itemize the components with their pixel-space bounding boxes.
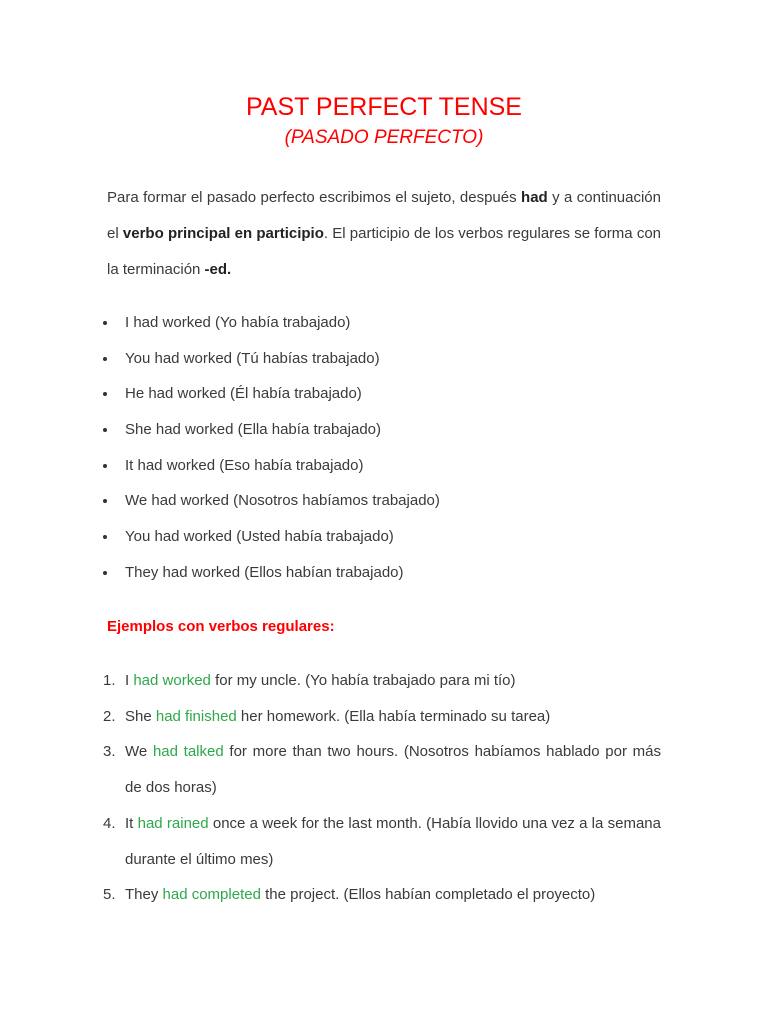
page-subtitle: (PASADO PERFECTO) [284, 127, 484, 148]
example-item [101, 699, 661, 735]
example-subject: We [125, 743, 153, 761]
intro-text-3: . El participio de los verbos regulares se forma con la terminación [107, 225, 662, 278]
example-number: 3. [103, 743, 116, 761]
intro-bold-ed: -ed. [204, 261, 232, 278]
example-subject: I [125, 672, 134, 689]
intro-paragraph [107, 180, 661, 288]
list-item-text: You had worked (Usted había trabajado) [125, 528, 394, 546]
list-item-text: You had worked (Tú habías trabajado) [125, 349, 380, 367]
intro-bold-had: had [521, 189, 548, 206]
example-number: 1. [103, 672, 116, 689]
example-rest: her homework. (Ella había terminado su tarea) [236, 707, 551, 725]
bullet-dot-icon [103, 464, 107, 468]
list-item [101, 341, 440, 377]
list-item [101, 305, 440, 341]
list-item [101, 376, 440, 412]
example-item [101, 734, 661, 805]
example-item [101, 806, 661, 877]
bullet-dot-icon [103, 571, 107, 575]
example-rest: once a week for the last month. (Había llovido una vez a la semana durante el último mes) [125, 814, 661, 868]
example-item [101, 877, 661, 913]
example-rest: for more than two hours. (Nosotros habíamos hablado por más de dos horas) [125, 743, 661, 797]
list-item-text: He had worked (Él había trabajado) [125, 385, 362, 403]
example-rest: for my uncle. (Yo había trabajado para mi tío) [210, 672, 516, 689]
list-item-text: She had worked (Ella había trabajado) [125, 421, 381, 439]
examples-heading: Ejemplos con verbos regulares: [107, 618, 335, 635]
bullet-dot-icon [103, 428, 107, 432]
example-rest: the project. (Ellos habían completado el proyecto) [260, 886, 596, 904]
example-number: 4. [103, 814, 116, 832]
example-verb: had rained [137, 814, 209, 832]
example-verb: had finished [155, 707, 237, 725]
intro-text-2: y a continuación el [107, 189, 661, 242]
list-item-text: I had worked (Yo había trabajado) [125, 314, 351, 331]
bullet-dot-icon [103, 321, 107, 325]
bullet-dot-icon [103, 392, 107, 396]
intro-text-1: Para formar el pasado perfecto escribimos el sujeto, después [107, 189, 522, 206]
list-item [101, 412, 440, 448]
bullet-dot-icon [103, 535, 107, 539]
list-item [101, 448, 440, 484]
example-number: 5. [103, 886, 116, 904]
list-item-text: We had worked (Nosotros habíamos trabajado) [125, 492, 440, 510]
example-number: 2. [103, 707, 116, 725]
page-title: PAST PERFECT TENSE [245, 93, 522, 121]
list-item [101, 519, 440, 555]
example-subject: They [125, 886, 163, 904]
example-verb: had completed [162, 886, 261, 904]
list-item [101, 555, 440, 591]
example-item [101, 663, 661, 699]
list-item [101, 483, 440, 519]
examples-list [101, 663, 661, 913]
example-subject: It [125, 814, 138, 832]
list-item-text: They had worked (Ellos habían trabajado) [125, 563, 404, 581]
list-item-text: It had worked (Eso había trabajado) [125, 456, 364, 474]
bullet-dot-icon [103, 357, 107, 361]
conjugation-list [101, 305, 440, 591]
example-verb: had talked [152, 743, 224, 761]
intro-bold-main-verb: verbo principal en participio [122, 225, 324, 242]
example-subject: She [125, 707, 156, 725]
example-verb: had worked [133, 672, 211, 689]
bullet-dot-icon [103, 499, 107, 503]
